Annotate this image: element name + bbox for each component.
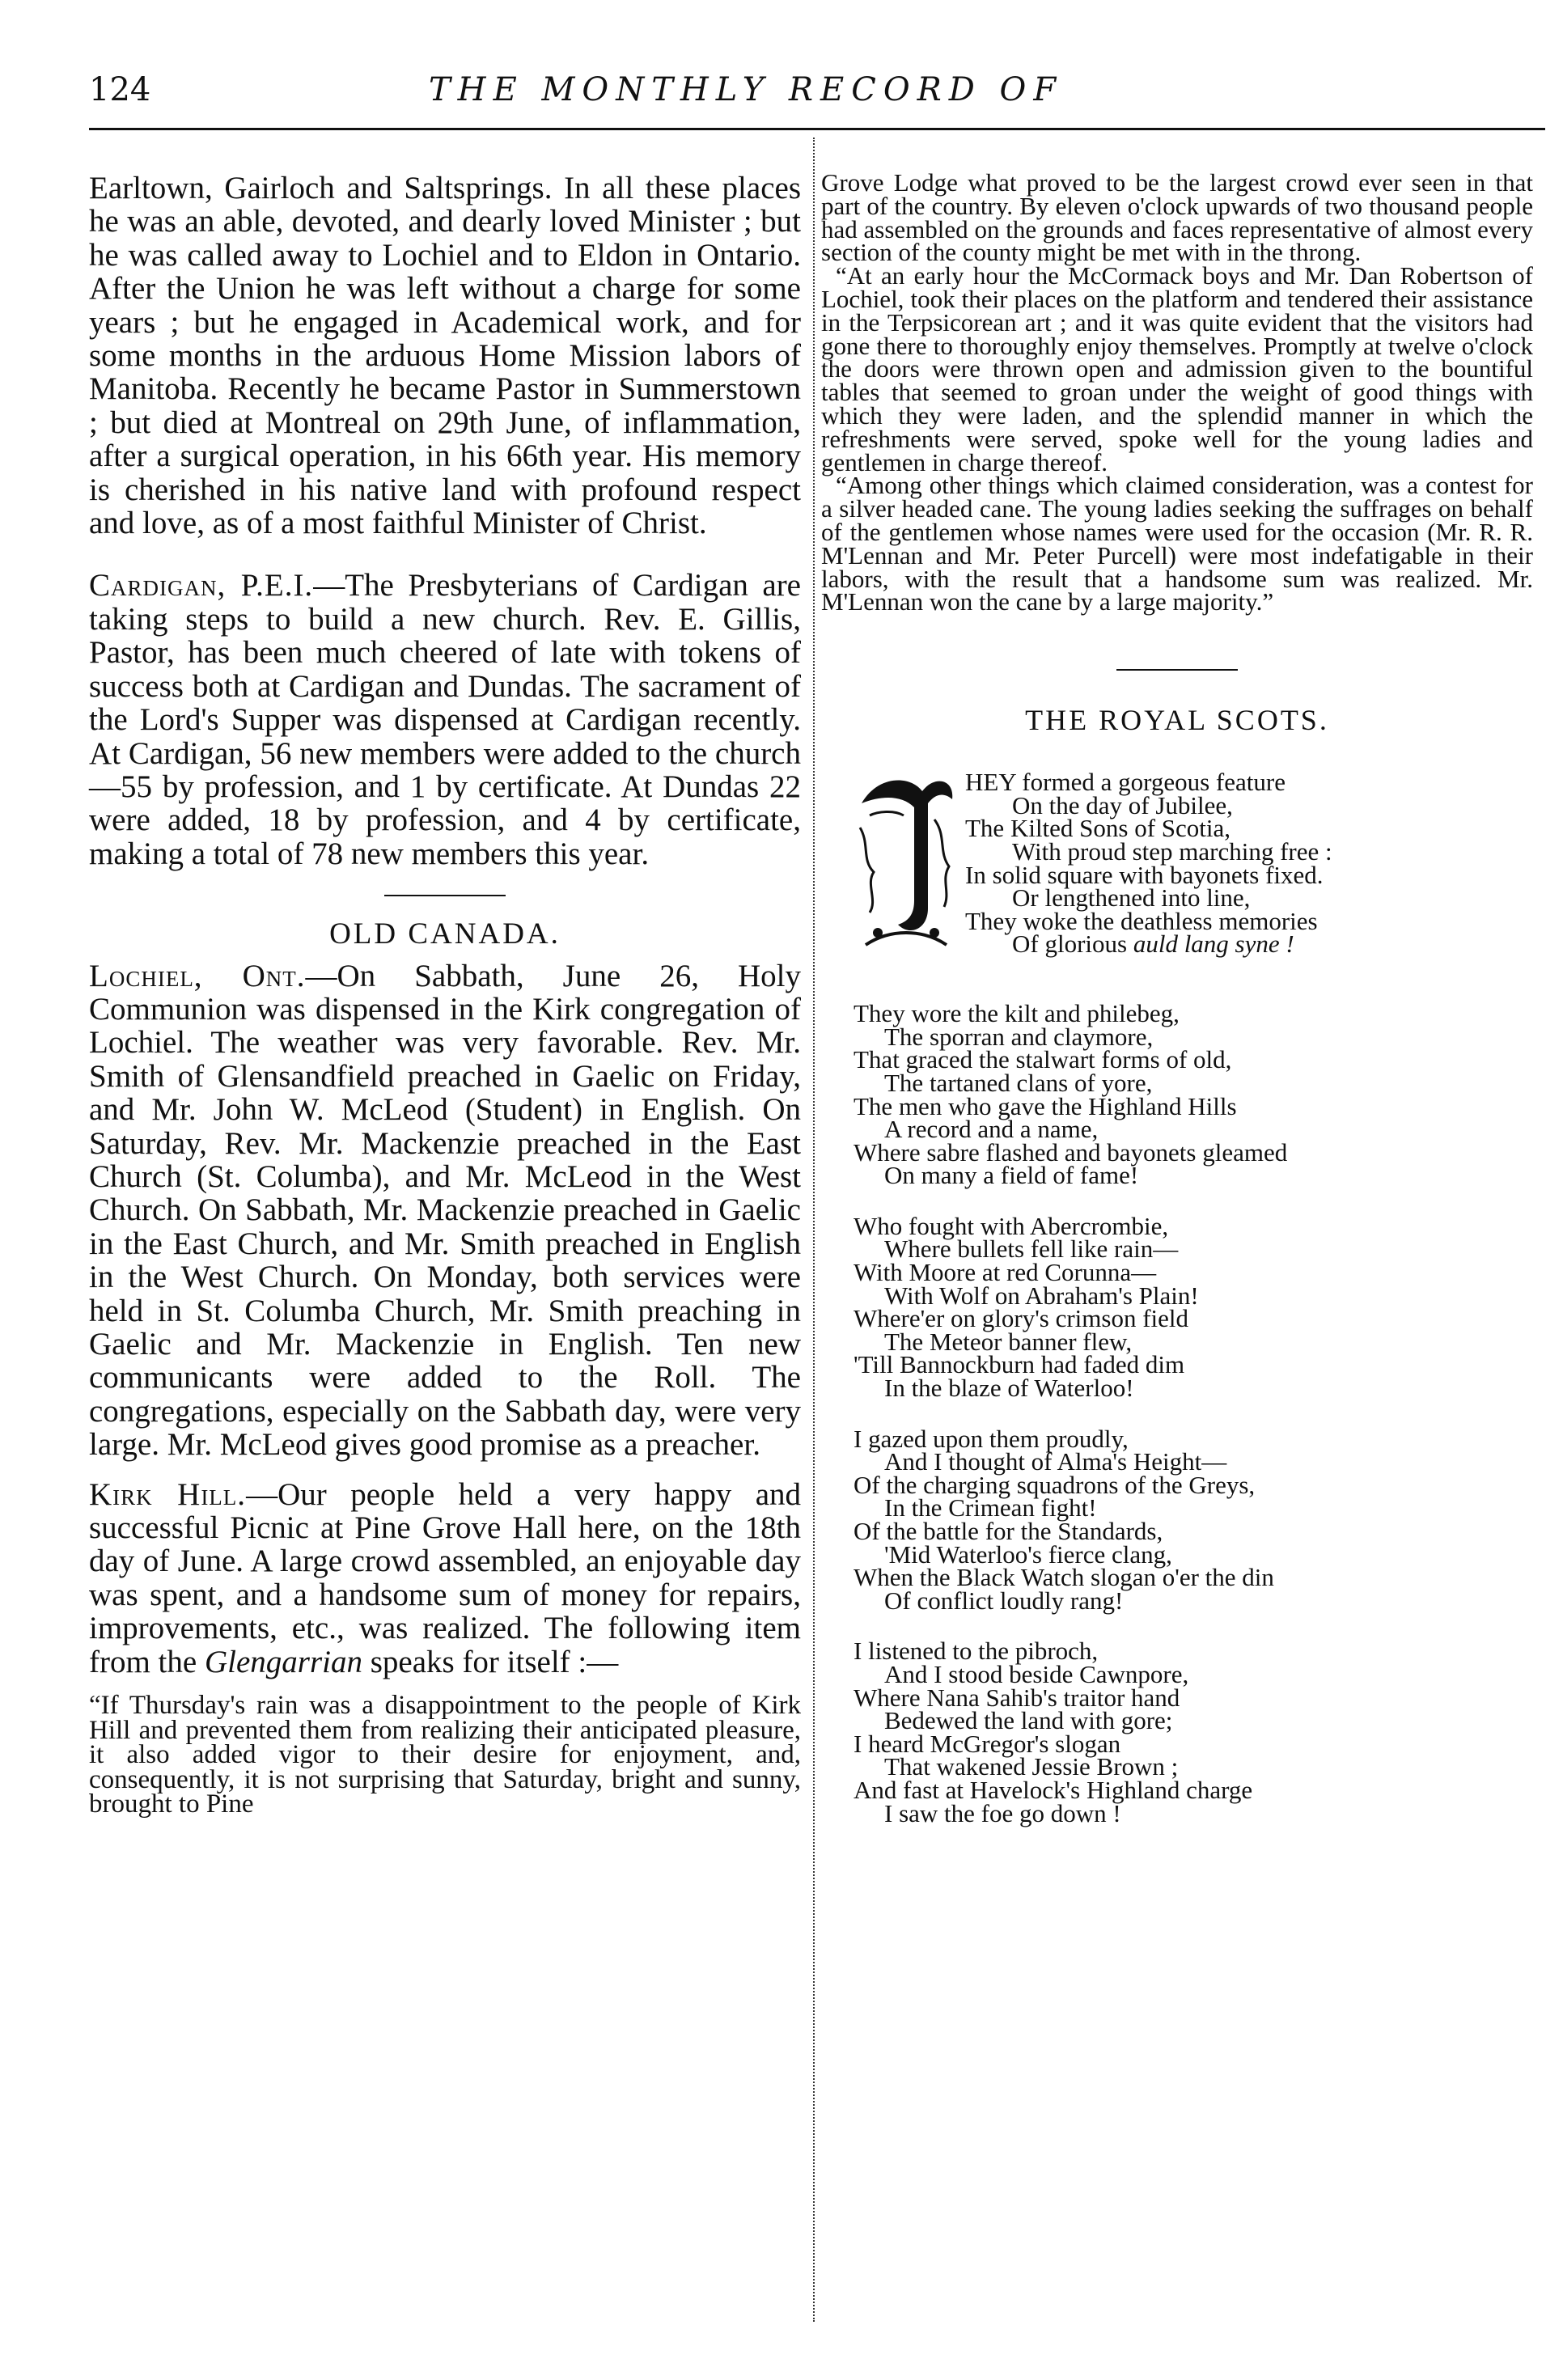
kirk-hill-paragraph	[89, 1478, 801, 1679]
kirk-hill-lead: Kirk Hill.	[89, 1476, 247, 1512]
poem-line: In solid square with bayonets fixed.	[965, 860, 1324, 889]
left-column	[89, 172, 801, 1817]
poem-line: Who fought with Abercrombie,	[854, 1211, 1169, 1240]
poem-line: With Wolf on Abraham's Plain!	[884, 1281, 1199, 1310]
poem-stanza-5	[854, 1637, 1533, 1827]
poem-line: In the blaze of Waterloo!	[884, 1374, 1134, 1403]
poem-rule	[1116, 669, 1238, 671]
poem-stanza-4	[854, 1424, 1533, 1615]
poem-line: 'Till Bannockburn had faded dim	[854, 1350, 1185, 1379]
poem-line: On the day of Jubilee,	[1012, 790, 1233, 819]
poem-stanza-2	[854, 999, 1533, 1190]
poem-line: Of the battle for the Standards,	[854, 1517, 1163, 1546]
poem-line: The tartaned clans of yore,	[884, 1068, 1153, 1097]
poem-line: The Meteor banner flew,	[884, 1327, 1133, 1356]
lochiel-lead: Lochiel, Ont.	[89, 958, 306, 993]
poem-line: And I stood beside Cawnpore,	[884, 1659, 1189, 1688]
poem-line: The Kilted Sons of Scotia,	[965, 814, 1231, 843]
glengarrian-title: Glengarrian	[204, 1644, 362, 1679]
poem-line: I saw the foe go down !	[884, 1798, 1121, 1827]
obituary-paragraph: Earltown, Gairloch and Saltsprings. In all these places he was an able, devoted, and dearly loved Minister ; but he was called away to Lochiel and to Eldon in Ontario. After the Union he was left without a charge for some years ; but he engaged in Academical work, and for some months in the arduous Home Mission labors of Manitoba. Recently he became Pastor in Summerstown ; but died at Montreal on 29th June, of inflammation, after a surgical operation, in his 66th year. His memory is cherished in his native land with profound respect and love, as of a most faithful Minister of Christ.	[89, 171, 801, 541]
poem-line: Or lengthened into line,	[1012, 883, 1251, 913]
quote-paragraph-1: Grove Lodge what proved to be the largest crowd ever seen in that part of the country. By eleven o'clock upwards of two thousand people had assembled on the grounds and faces representative of almost every section of the county might be met with in the throng.	[821, 168, 1533, 267]
poem-stanza-3	[854, 1211, 1533, 1403]
poem-line: Of the charging squadrons of the Greys,	[854, 1470, 1256, 1499]
auld-lang-syne: auld lang syne !	[1133, 930, 1294, 959]
poem-line: They woke the deathless memories	[965, 906, 1318, 935]
poem-line: That graced the stalwart forms of old,	[854, 1045, 1232, 1074]
lochiel-paragraph	[89, 959, 801, 1462]
lochiel-text: —On Sabbath, June 26, Holy Communion was dispensed in the Kirk congregation of Lochiel. The weather was very favorable. Rev. Mr. Smith of Glensandfield preached in Gaelic on Friday, and Mr. John W. McLeod (Student) in English. On Saturday, Rev. Mr. Mackenzie preached in the East Church (St. Columba), and Mr. McLeod in the West Church. On Sabbath, Mr. Mackenzie preached in Gaelic in the East Church, and Mr. Smith preached in English in the West Church. On Monday, both services were held in St. Columba Church, Mr. Smith preaching in Gaelic and Mr. Mackenzie in English. Ten new communicants were added to the Roll. The congregations, especially on the Sabbath day, were very large. Mr. McLeod gives good promise as a preacher.	[89, 958, 801, 1463]
section-rule	[384, 895, 506, 896]
stanza-1-lines	[965, 768, 1332, 959]
poem-line: And I thought of Alma's Height—	[884, 1447, 1227, 1476]
poem-line: In the Crimean fight!	[884, 1493, 1097, 1522]
cardigan-paragraph	[89, 569, 801, 870]
poem-line: The men who gave the Highland Hills	[854, 1091, 1237, 1120]
poem-line	[965, 930, 1332, 959]
page-number: 124	[89, 71, 151, 108]
poem-line-text: Of glorious	[1012, 930, 1133, 959]
glengarrian-quote-start: “If Thursday's rain was a disappointment to the people of Kirk Hill and prevented them from realizing their anticipated pleasure, it also added vigor to their desire for enjoyment, and, consequently, it is not surprising that Saturday, bright and sunny, brought to Pine	[89, 1691, 801, 1819]
ornamental-initial-t	[854, 771, 959, 957]
right-column	[821, 168, 1533, 1853]
glengarrian-quote-continued	[821, 168, 1533, 616]
poem-line: HEY formed a gorgeous feature	[965, 768, 1286, 797]
poem-line: With proud step marching free :	[1012, 836, 1332, 866]
poem-line: Where sabre flashed and bayonets gleamed	[854, 1137, 1288, 1167]
poem-line: Bedewed the land with gore;	[884, 1706, 1173, 1735]
poem-line: Where'er on glory's crimson field	[854, 1304, 1189, 1333]
poem-stanza-1	[821, 768, 1533, 973]
poem-line: That wakened Jessie Brown ;	[884, 1752, 1179, 1781]
cardigan-text: —The Presbyterians of Cardigan are taking steps to build a new church. Rev. E. Gillis, Pastor, has been much cheered of late with tokens of success both at Cardigan and Dundas. The sacrament of the Lord's Supper was dispensed at Cardigan recently. At Cardigan, 56 new members were added to the church—55 by profession, and 1 by certificate. At Dundas 22 were added, 18 by profession, and 4 by certificate, making a total of 78 new members this year.	[89, 568, 801, 871]
poem-line: A record and a name,	[884, 1115, 1099, 1144]
poem-line: On many a field of fame!	[884, 1161, 1139, 1190]
column-divider	[813, 138, 815, 2322]
poem-line: I heard McGregor's slogan	[854, 1729, 1121, 1758]
poem-line: And fast at Havelock's Highland charge	[854, 1775, 1253, 1804]
page-header	[89, 71, 1480, 128]
poem-line: The sporran and claymore,	[884, 1022, 1154, 1051]
poem-title: THE ROYAL SCOTS.	[1025, 704, 1329, 737]
poem-line: Where bullets fell like rain—	[884, 1234, 1179, 1264]
kirk-hill-text-b: speaks for itself :—	[362, 1644, 619, 1679]
poem-line: I gazed upon them proudly,	[854, 1424, 1129, 1453]
header-rule	[89, 128, 1545, 130]
section-title-old-canada: OLD CANADA.	[329, 917, 561, 951]
poem-line: Of conflict loudly rang!	[884, 1586, 1124, 1615]
poem-line: 'Mid Waterloo's fierce clang,	[884, 1539, 1172, 1569]
kirk-hill-text-a: —Our people held a very happy and successful Picnic at Pine Grove Hall here, on the 18th day of June. A large crowd assembled, an enjoyable day was spent, and a handsome sum of money for repairs, improvements, etc., was realized. The following item from the	[89, 1476, 802, 1679]
cardigan-lead: Cardigan, P.E.I.	[89, 568, 314, 603]
poem-line: With Moore at red Corunna—	[854, 1258, 1157, 1287]
poem-line: When the Black Watch slogan o'er the din	[854, 1563, 1274, 1592]
poem-line: Where Nana Sahib's traitor hand	[854, 1683, 1180, 1712]
poem-line: I listened to the pibroch,	[854, 1637, 1099, 1666]
quote-paragraph-3: “Among other things which claimed consideration, was a contest for a silver headed cane. The young ladies seeking the suffrages on behalf of the gentlemen whose names were used for the occasion (Mr. R. R. M'Lennan and Mr. Peter Purcell) were most indefatigable in their labors, with the result that a handsome sum was realized. Mr. M'Lennan won the cane by a large majority.”	[821, 471, 1533, 616]
running-title: THE MONTHLY RECORD OF	[429, 71, 1064, 108]
poem-line: They wore the kilt and philebeg,	[854, 999, 1180, 1028]
quote-paragraph-2: “At an early hour the McCormack boys and Mr. Dan Robertson of Lochiel, took their places on the platform and tendered their assistance in the Terpsicorean art ; and it was quite evident that the visitors had gone there to thoroughly enjoy themselves. Promptly at twelve o'clock the doors were thrown open and admission given to the bountiful tables that seemed to groan under the weight of good things with which they were laden, and the splendid manner in which the refreshments were served, spoke well for the young ladies and gentlemen in charge thereof.	[821, 261, 1533, 476]
